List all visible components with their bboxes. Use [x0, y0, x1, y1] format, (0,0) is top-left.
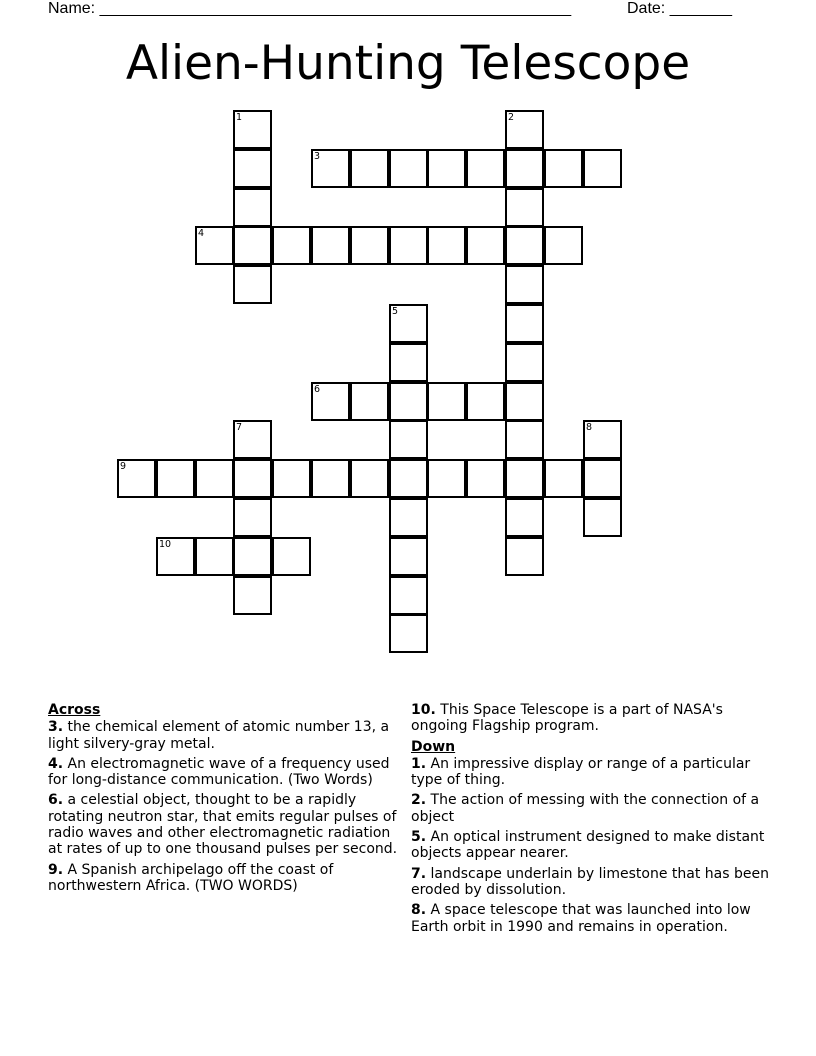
cell-number: 9 — [120, 461, 127, 472]
clues-right-column — [411, 702, 771, 939]
clue-text: An impressive display or range of a particular type of thing. — [411, 755, 751, 789]
grid-cell[interactable] — [583, 459, 622, 498]
grid-cell[interactable] — [505, 382, 544, 421]
grid-cell[interactable] — [233, 498, 272, 537]
grid-cell[interactable] — [311, 459, 350, 498]
clue-number: 2. — [411, 792, 427, 809]
grid-cell[interactable] — [156, 459, 195, 498]
grid-cell[interactable] — [117, 459, 156, 498]
clue-text: The action of messing with the connection of a object — [411, 792, 760, 825]
grid-cell[interactable] — [583, 420, 622, 459]
grid-cell[interactable] — [389, 420, 428, 459]
clue-down-2 — [411, 792, 771, 825]
name-field[interactable]: Name: _____________________________________________________ — [48, 0, 572, 17]
grid-cell[interactable] — [389, 382, 428, 421]
grid-cell[interactable] — [466, 226, 505, 265]
grid-cell[interactable] — [389, 304, 428, 343]
date-field[interactable]: Date: _______ — [627, 0, 732, 17]
clue-across-3 — [48, 719, 404, 752]
down-heading: Down — [411, 738, 456, 755]
grid-cell[interactable] — [427, 149, 466, 188]
clue-number: 9. — [48, 861, 64, 878]
grid-cell[interactable] — [427, 226, 466, 265]
grid-cell[interactable] — [505, 498, 544, 537]
grid-cell[interactable] — [427, 382, 466, 421]
cell-number: 1 — [236, 112, 243, 123]
clue-number: 4. — [48, 755, 64, 772]
clue-number: 10. — [411, 702, 436, 718]
grid-cell[interactable] — [505, 265, 544, 304]
clue-number: 1. — [411, 755, 427, 772]
clue-text: A Spanish archipelago off the coast of northwestern Africa. (TWO WORDS) — [48, 861, 334, 894]
grid-cell[interactable] — [389, 459, 428, 498]
grid-cell[interactable] — [389, 576, 428, 615]
puzzle-title: Alien-Hunting Telescope — [125, 36, 691, 91]
grid-cell[interactable] — [233, 265, 272, 304]
grid-cell[interactable] — [272, 537, 311, 576]
grid-cell[interactable] — [389, 537, 428, 576]
grid-cell[interactable] — [233, 226, 272, 265]
clues-left-column — [48, 702, 404, 898]
clue-across-4 — [48, 756, 404, 789]
clue-across-6 — [48, 792, 404, 857]
grid-cell[interactable] — [466, 459, 505, 498]
cell-number: 10 — [159, 539, 172, 550]
grid-cell[interactable] — [350, 226, 389, 265]
clue-number: 6. — [48, 792, 64, 809]
grid-cell[interactable] — [389, 149, 428, 188]
grid-cell[interactable] — [195, 226, 234, 265]
clue-across-10 — [411, 702, 771, 735]
clue-number: 7. — [411, 865, 427, 882]
cell-number: 3 — [314, 151, 321, 162]
grid-cell[interactable] — [544, 226, 583, 265]
clue-text: An optical instrument designed to make distant objects appear nearer. — [411, 829, 765, 862]
grid-cell[interactable] — [233, 576, 272, 615]
grid-cell[interactable] — [233, 110, 272, 149]
grid-cell[interactable] — [427, 459, 466, 498]
across-heading: Across — [48, 702, 101, 718]
clue-text: An electromagnetic wave of a frequency used for long-distance communication. (Two Words) — [48, 755, 390, 789]
grid-cell[interactable] — [272, 226, 311, 265]
grid-cell[interactable] — [583, 498, 622, 537]
cell-number: 7 — [236, 422, 243, 433]
grid-cell[interactable] — [505, 343, 544, 382]
clue-across-9 — [48, 862, 404, 895]
clue-down-7 — [411, 866, 771, 899]
grid-cell[interactable] — [233, 149, 272, 188]
grid-cell[interactable] — [389, 226, 428, 265]
grid-cell[interactable] — [350, 149, 389, 188]
grid-cell[interactable] — [311, 382, 350, 421]
grid-cell[interactable] — [195, 537, 234, 576]
grid-cell[interactable] — [544, 149, 583, 188]
grid-cell[interactable] — [505, 420, 544, 459]
grid-cell[interactable] — [272, 459, 311, 498]
grid-cell[interactable] — [233, 188, 272, 227]
cell-number: 6 — [314, 384, 321, 395]
grid-cell[interactable] — [233, 420, 272, 459]
clue-down-8 — [411, 902, 771, 935]
grid-cell[interactable] — [389, 498, 428, 537]
grid-cell[interactable] — [233, 459, 272, 498]
clue-text: A space telescope that was launched into low Earth orbit in 1990 and remains in operation. — [411, 902, 751, 935]
grid-cell[interactable] — [389, 614, 428, 653]
grid-cell[interactable] — [583, 149, 622, 188]
grid-cell[interactable] — [466, 382, 505, 421]
clue-number: 5. — [411, 829, 427, 846]
clue-text: a celestial object, thought to be a rapidly rotating neutron star, that emits regular pulses of radio waves and other electromagnetic radiation at rates of up to one thousand pulses per second. — [48, 792, 398, 858]
cell-number: 4 — [198, 228, 205, 239]
grid-cell[interactable] — [233, 537, 272, 576]
grid-cell[interactable] — [350, 382, 389, 421]
grid-cell[interactable] — [505, 110, 544, 149]
grid-cell[interactable] — [311, 226, 350, 265]
grid-cell[interactable] — [311, 149, 350, 188]
grid-cell[interactable] — [156, 537, 195, 576]
grid-cell[interactable] — [195, 459, 234, 498]
grid-cell[interactable] — [505, 459, 544, 498]
cell-number: 2 — [508, 112, 515, 123]
clue-text: landscape underlain by limestone that has been eroded by dissolution. — [411, 865, 769, 898]
grid-cell[interactable] — [544, 459, 583, 498]
clue-down-1 — [411, 756, 771, 789]
clue-down-5 — [411, 829, 771, 862]
clue-text: This Space Telescope is a part of NASA's ongoing Flagship program. — [411, 702, 723, 735]
grid-cell[interactable] — [389, 343, 428, 382]
grid-cell[interactable] — [505, 537, 544, 576]
grid-cell[interactable] — [505, 304, 544, 343]
grid-cell[interactable] — [466, 149, 505, 188]
clue-number: 3. — [48, 719, 64, 736]
cell-number: 5 — [392, 306, 399, 317]
clue-number: 8. — [411, 902, 427, 919]
clue-text: the chemical element of atomic number 13, a light silvery-gray metal. — [48, 719, 390, 752]
grid-cell[interactable] — [350, 459, 389, 498]
grid-cell[interactable] — [505, 149, 544, 188]
grid-cell[interactable] — [505, 226, 544, 265]
grid-cell[interactable] — [505, 188, 544, 227]
cell-number: 8 — [586, 422, 593, 433]
